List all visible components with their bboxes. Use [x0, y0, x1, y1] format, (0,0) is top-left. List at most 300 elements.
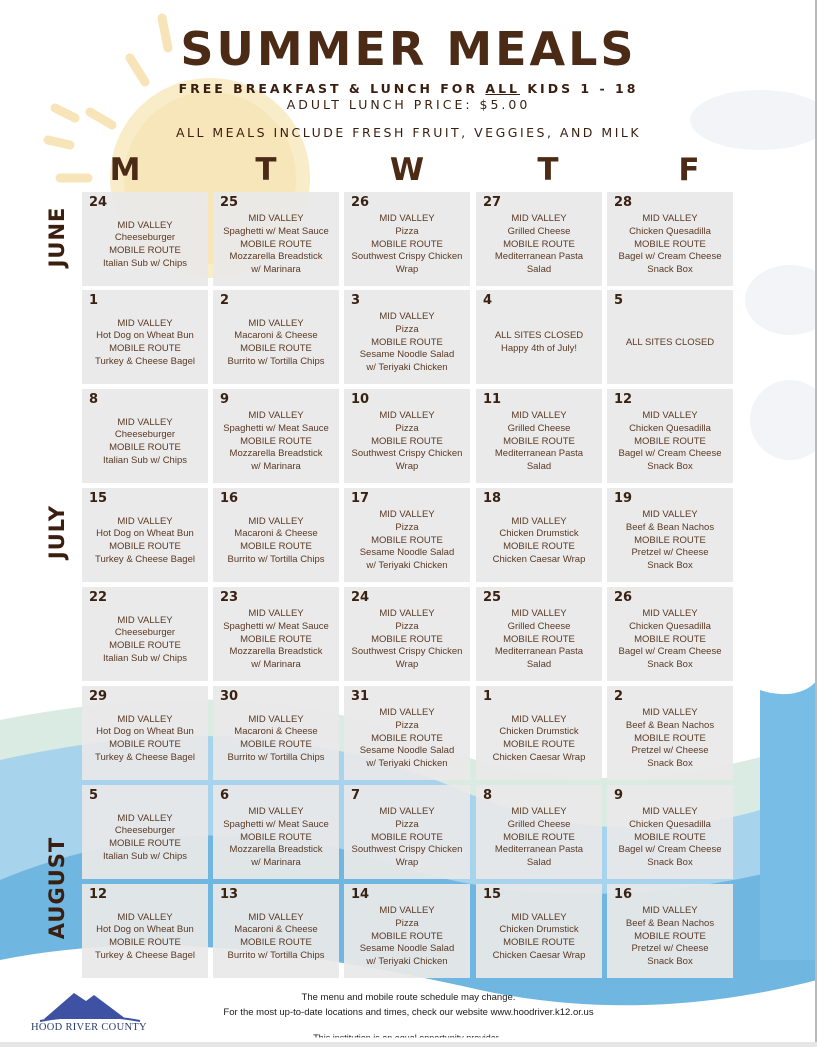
day-menu	[344, 290, 470, 384]
menu-line: Wrap	[395, 461, 419, 473]
day-cell	[213, 192, 339, 286]
menu-line: Bagel w/ Cream Cheese	[618, 251, 722, 263]
day-number: 24	[89, 195, 108, 210]
day-menu	[344, 884, 470, 978]
menu-line: MOBILE ROUTE	[503, 633, 575, 645]
day-menu	[82, 686, 208, 780]
menu-line: MID VALLEY	[248, 806, 304, 818]
day-number: 12	[89, 887, 108, 902]
meals-include-note: ALL MEALS INCLUDE FRESH FRUIT, VEGGIES, AND MILK	[175, 125, 642, 140]
menu-line: MOBILE ROUTE	[503, 238, 575, 250]
day-number: 12	[614, 392, 633, 407]
day-number: 25	[220, 195, 239, 210]
day-menu	[344, 389, 470, 483]
menu-line: Salad	[526, 264, 552, 276]
menu-line: Salad	[526, 659, 552, 671]
menu-line: MOBILE ROUTE	[240, 435, 312, 447]
day-menu	[213, 488, 339, 582]
menu-line: Pizza	[395, 225, 419, 237]
day-number: 8	[483, 788, 493, 803]
day-cell	[476, 884, 602, 978]
day-number: 14	[351, 887, 370, 902]
menu-line: MID VALLEY	[642, 213, 698, 225]
website-note[interactable]: For the most up-to-date locations and times, check our website www.hoodriver.k12.or.us	[223, 1007, 594, 1018]
menu-line: Spaghetti w/ Meat Sauce	[223, 818, 329, 830]
menu-line: Beef & Bean Nachos	[625, 917, 715, 929]
menu-line: MOBILE ROUTE	[109, 541, 181, 552]
menu-line: Italian Sub w/ Chips	[103, 652, 187, 664]
day-cell	[82, 192, 208, 286]
day-menu	[213, 192, 339, 286]
menu-line: MOBILE ROUTE	[109, 343, 181, 354]
menu-line: MID VALLEY	[642, 905, 698, 917]
menu-line: Macaroni & Cheese	[234, 924, 318, 936]
menu-line: Southwest Crispy Chicken	[351, 251, 463, 263]
menu-line: Italian Sub w/ Chips	[103, 257, 187, 269]
day-menu	[476, 587, 602, 681]
day-number: 18	[483, 491, 502, 506]
menu-line: MID VALLEY	[248, 317, 304, 329]
weekday-thursday: T	[537, 152, 559, 188]
day-number: 13	[220, 887, 239, 902]
menu-line: Chicken Drumstick	[499, 528, 579, 540]
day-number: 9	[220, 392, 230, 407]
menu-line: Mediterranean Pasta	[494, 448, 584, 460]
day-cell	[607, 785, 733, 879]
menu-line: MOBILE ROUTE	[634, 930, 706, 942]
menu-line: Cheeseburger	[114, 429, 176, 441]
menu-line: Chicken Quesadilla	[629, 422, 711, 434]
day-number: 11	[483, 392, 502, 407]
menu-line: MOBILE ROUTE	[240, 343, 312, 354]
day-menu	[344, 587, 470, 681]
menu-line: Mozzarella Breadstick	[229, 844, 323, 856]
menu-line: Southwest Crispy Chicken	[351, 844, 463, 856]
menu-line: Cheeseburger	[114, 825, 176, 837]
day-number: 9	[614, 788, 624, 803]
menu-line: MOBILE ROUTE	[634, 534, 706, 546]
menu-line: Burrito w/ Tortilla Chips	[227, 751, 325, 763]
day-number: 28	[614, 195, 633, 210]
menu-line: MID VALLEY	[117, 416, 173, 428]
menu-line: Happy 4th of July!	[500, 343, 578, 354]
menu-line: MID VALLEY	[379, 410, 435, 422]
menu-line: MOBILE ROUTE	[109, 937, 181, 948]
day-menu	[607, 192, 733, 286]
menu-line: Southwest Crispy Chicken	[351, 448, 463, 460]
menu-line: MOBILE ROUTE	[503, 541, 575, 552]
menu-line: MOBILE ROUTE	[634, 238, 706, 250]
menu-line: Sesame Noodle Salad	[359, 943, 455, 955]
menu-line: Hot Dog on Wheat Bun	[96, 528, 194, 540]
day-number: 17	[351, 491, 370, 506]
menu-line: w/ Teriyaki Chicken	[366, 758, 448, 770]
day-cell	[344, 290, 470, 384]
menu-line: Bagel w/ Cream Cheese	[618, 844, 722, 856]
day-menu	[213, 587, 339, 681]
day-cell	[344, 587, 470, 681]
day-cell	[82, 488, 208, 582]
menu-line: MOBILE ROUTE	[109, 838, 181, 849]
menu-line: MOBILE ROUTE	[634, 633, 706, 645]
month-label-july: JULY	[45, 504, 69, 560]
day-menu	[476, 389, 602, 483]
menu-line: Beef & Bean Nachos	[625, 521, 715, 533]
menu-line: MID VALLEY	[642, 707, 698, 719]
day-cell	[476, 488, 602, 582]
weekday-friday: F	[678, 152, 700, 188]
day-menu	[213, 389, 339, 483]
menu-line: MID VALLEY	[642, 509, 698, 521]
menu-line: MID VALLEY	[642, 608, 698, 620]
menu-line: MOBILE ROUTE	[371, 930, 443, 942]
day-menu	[213, 686, 339, 780]
menu-line: MID VALLEY	[379, 311, 435, 323]
menu-line: Mediterranean Pasta	[494, 251, 584, 263]
menu-line: MOBILE ROUTE	[371, 633, 443, 645]
day-number: 25	[483, 590, 502, 605]
day-number: 16	[220, 491, 239, 506]
day-number: 2	[614, 689, 624, 704]
menu-line: Pizza	[395, 719, 419, 731]
day-number: 31	[351, 689, 370, 704]
menu-line: Pizza	[395, 521, 419, 533]
day-menu	[344, 686, 470, 780]
menu-line: Mozzarella Breadstick	[229, 448, 323, 460]
menu-line: Spaghetti w/ Meat Sauce	[223, 620, 329, 632]
day-menu	[476, 686, 602, 780]
menu-line: Macaroni & Cheese	[234, 528, 318, 540]
menu-line: Chicken Drumstick	[499, 726, 579, 738]
menu-line: Pizza	[395, 422, 419, 434]
free-meals-subtitle	[0, 81, 817, 96]
day-number: 29	[89, 689, 108, 704]
menu-line: MID VALLEY	[117, 911, 173, 923]
day-number: 23	[220, 590, 239, 605]
day-menu	[607, 389, 733, 483]
subtitle-start: FREE BREAKFAST & LUNCH FOR	[178, 81, 486, 96]
day-cell	[344, 785, 470, 879]
menu-line: Salad	[526, 461, 552, 473]
menu-line: MOBILE ROUTE	[371, 238, 443, 250]
day-menu	[476, 290, 602, 384]
day-cell	[607, 389, 733, 483]
menu-line: Pizza	[395, 917, 419, 929]
menu-line: Pizza	[395, 818, 419, 830]
menu-line: Pretzel w/ Cheese	[631, 745, 709, 757]
day-number: 2	[220, 293, 230, 308]
menu-line: MID VALLEY	[379, 806, 435, 818]
day-menu	[607, 488, 733, 582]
menu-line: Sesame Noodle Salad	[359, 745, 455, 757]
menu-line: MID VALLEY	[117, 812, 173, 824]
day-cell	[344, 884, 470, 978]
day-menu	[82, 290, 208, 384]
bottom-bar	[0, 1042, 817, 1047]
menu-line: Sesame Noodle Salad	[359, 547, 455, 559]
menu-line: MID VALLEY	[248, 608, 304, 620]
menu-line: MID VALLEY	[117, 317, 173, 329]
day-number: 26	[351, 195, 370, 210]
day-cell	[213, 290, 339, 384]
menu-line: Macaroni & Cheese	[234, 726, 318, 738]
menu-line: Snack Box	[647, 758, 693, 770]
day-menu	[344, 192, 470, 286]
day-cell	[82, 290, 208, 384]
menu-line: MOBILE ROUTE	[503, 435, 575, 447]
day-number: 7	[351, 788, 361, 803]
day-menu	[607, 290, 733, 384]
menu-line: w/ Teriyaki Chicken	[366, 956, 448, 968]
menu-line: w/ Teriyaki Chicken	[366, 560, 448, 572]
day-menu	[213, 785, 339, 879]
day-menu	[607, 587, 733, 681]
menu-line: MOBILE ROUTE	[109, 442, 181, 453]
menu-line: Mozzarella Breadstick	[229, 646, 323, 658]
menu-line: Grilled Cheese	[507, 422, 571, 434]
menu-line: MOBILE ROUTE	[240, 541, 312, 552]
menu-line: Wrap	[395, 857, 419, 869]
menu-line: Hot Dog on Wheat Bun	[96, 726, 194, 738]
day-cell	[476, 686, 602, 780]
day-cell	[213, 389, 339, 483]
day-cell	[213, 785, 339, 879]
mountain-logo-icon	[30, 985, 150, 1047]
menu-line: Chicken Quesadilla	[629, 620, 711, 632]
menu-line: MID VALLEY	[511, 213, 567, 225]
menu-line: Wrap	[395, 264, 419, 276]
day-number: 30	[220, 689, 239, 704]
menu-line: Chicken Quesadilla	[629, 225, 711, 237]
menu-line: MOBILE ROUTE	[634, 732, 706, 744]
menu-line: MID VALLEY	[379, 213, 435, 225]
month-label-june: JUNE	[45, 206, 69, 268]
menu-line: MOBILE ROUTE	[240, 633, 312, 645]
menu-line: ALL SITES CLOSED	[494, 330, 584, 342]
day-cell	[344, 686, 470, 780]
menu-line: MID VALLEY	[511, 515, 567, 527]
menu-line: MOBILE ROUTE	[371, 732, 443, 744]
day-menu	[82, 488, 208, 582]
menu-line: Southwest Crispy Chicken	[351, 646, 463, 658]
menu-line: MID VALLEY	[248, 213, 304, 225]
day-number: 15	[483, 887, 502, 902]
day-menu	[476, 884, 602, 978]
menu-line: MID VALLEY	[248, 410, 304, 422]
menu-line: Grilled Cheese	[507, 818, 571, 830]
day-cell	[82, 785, 208, 879]
menu-line: Hot Dog on Wheat Bun	[96, 924, 194, 936]
menu-line: MOBILE ROUTE	[240, 238, 312, 250]
menu-line: w/ Marinara	[251, 659, 301, 671]
menu-line: Pretzel w/ Cheese	[631, 547, 709, 559]
menu-line: MID VALLEY	[642, 410, 698, 422]
menu-line: Spaghetti w/ Meat Sauce	[223, 225, 329, 237]
day-number: 27	[483, 195, 502, 210]
day-cell	[213, 884, 339, 978]
menu-line: Snack Box	[647, 264, 693, 276]
menu-line: Hot Dog on Wheat Bun	[96, 330, 194, 342]
weekday-header	[0, 152, 817, 192]
day-menu	[476, 785, 602, 879]
menu-line: MID VALLEY	[511, 911, 567, 923]
day-menu	[213, 290, 339, 384]
day-cell	[344, 488, 470, 582]
day-cell	[82, 389, 208, 483]
menu-line: MOBILE ROUTE	[109, 739, 181, 750]
menu-line: MID VALLEY	[248, 515, 304, 527]
day-number: 3	[351, 293, 361, 308]
menu-line: MID VALLEY	[511, 806, 567, 818]
weekday-tuesday: T	[255, 152, 277, 188]
menu-line: Chicken Caesar Wrap	[492, 553, 586, 565]
day-cell	[476, 290, 602, 384]
menu-line: Turkey & Cheese Bagel	[95, 553, 195, 565]
menu-line: MOBILE ROUTE	[240, 739, 312, 750]
menu-line: MID VALLEY	[511, 410, 567, 422]
day-cell	[607, 884, 733, 978]
day-cell	[607, 686, 733, 780]
day-number: 8	[89, 392, 99, 407]
menu-line: Macaroni & Cheese	[234, 330, 318, 342]
menu-line: MID VALLEY	[379, 608, 435, 620]
menu-line: MID VALLEY	[117, 614, 173, 626]
menu-line: Cheeseburger	[114, 232, 176, 244]
menu-line: Turkey & Cheese Bagel	[95, 355, 195, 367]
menu-line: MOBILE ROUTE	[109, 245, 181, 256]
menu-line: MOBILE ROUTE	[371, 435, 443, 447]
menu-line: MID VALLEY	[379, 707, 435, 719]
weekday-monday: M	[109, 152, 141, 188]
menu-line: Pizza	[395, 620, 419, 632]
menu-line: MID VALLEY	[379, 905, 435, 917]
menu-line: Mozzarella Breadstick	[229, 251, 323, 263]
menu-line: MOBILE ROUTE	[371, 831, 443, 843]
day-number: 5	[614, 293, 624, 308]
menu-line: Grilled Cheese	[507, 225, 571, 237]
menu-line: Chicken Caesar Wrap	[492, 949, 586, 961]
day-number: 1	[89, 293, 99, 308]
menu-line: MID VALLEY	[117, 713, 173, 725]
day-menu	[607, 686, 733, 780]
menu-line: Snack Box	[647, 956, 693, 968]
day-menu	[82, 785, 208, 879]
day-menu	[476, 488, 602, 582]
day-menu	[82, 192, 208, 286]
day-menu	[213, 884, 339, 978]
day-menu	[344, 488, 470, 582]
day-cell	[476, 389, 602, 483]
menu-line: MID VALLEY	[117, 515, 173, 527]
day-number: 22	[89, 590, 108, 605]
day-number: 24	[351, 590, 370, 605]
day-cell	[344, 389, 470, 483]
day-number: 19	[614, 491, 633, 506]
menu-line: Mediterranean Pasta	[494, 646, 584, 658]
subtitle-end: KIDS 1 - 18	[520, 81, 639, 96]
menu-line: Sesame Noodle Salad	[359, 349, 455, 361]
schedule-change-notice: The menu and mobile route schedule may change.	[301, 992, 516, 1003]
menu-line: MOBILE ROUTE	[503, 937, 575, 948]
day-menu	[82, 587, 208, 681]
menu-line: Pretzel w/ Cheese	[631, 943, 709, 955]
day-cell	[213, 686, 339, 780]
menu-line: MOBILE ROUTE	[240, 831, 312, 843]
menu-line: Spaghetti w/ Meat Sauce	[223, 422, 329, 434]
day-menu	[476, 192, 602, 286]
day-number: 5	[89, 788, 99, 803]
month-label-august: AUGUST	[45, 836, 69, 940]
menu-line: Turkey & Cheese Bagel	[95, 949, 195, 961]
menu-line: Italian Sub w/ Chips	[103, 454, 187, 466]
day-cell	[476, 192, 602, 286]
menu-line: Bagel w/ Cream Cheese	[618, 448, 722, 460]
day-cell	[476, 785, 602, 879]
day-cell	[82, 587, 208, 681]
day-menu	[82, 884, 208, 978]
menu-line: Snack Box	[647, 857, 693, 869]
day-menu	[607, 785, 733, 879]
weekday-wednesday: W	[389, 152, 425, 188]
menu-line: Italian Sub w/ Chips	[103, 850, 187, 862]
menu-line: MID VALLEY	[379, 509, 435, 521]
menu-line: Mediterranean Pasta	[494, 844, 584, 856]
menu-line: Bagel w/ Cream Cheese	[618, 646, 722, 658]
menu-line: Salad	[526, 857, 552, 869]
menu-line: MID VALLEY	[642, 806, 698, 818]
menu-line: w/ Teriyaki Chicken	[366, 362, 448, 374]
day-cell	[344, 192, 470, 286]
day-menu	[82, 389, 208, 483]
day-cell	[607, 290, 733, 384]
day-menu	[607, 884, 733, 978]
menu-line: Turkey & Cheese Bagel	[95, 751, 195, 763]
subtitle-emphasis: ALL	[485, 81, 521, 96]
menu-line: MID VALLEY	[248, 713, 304, 725]
menu-line: w/ Marinara	[251, 264, 301, 276]
menu-line: MID VALLEY	[248, 911, 304, 923]
day-cell	[213, 587, 339, 681]
menu-line: Beef & Bean Nachos	[625, 719, 715, 731]
menu-line: MOBILE ROUTE	[371, 336, 443, 348]
menu-line: MOBILE ROUTE	[503, 831, 575, 843]
menu-line: MOBILE ROUTE	[634, 831, 706, 843]
day-number: 15	[89, 491, 108, 506]
day-cell	[607, 587, 733, 681]
menu-line: ALL SITES CLOSED	[625, 336, 715, 348]
day-number: 16	[614, 887, 633, 902]
menu-line: w/ Marinara	[251, 461, 301, 473]
menu-line: Wrap	[395, 659, 419, 671]
menu-line: MID VALLEY	[117, 219, 173, 231]
day-menu	[344, 785, 470, 879]
day-number: 6	[220, 788, 230, 803]
day-cell	[607, 192, 733, 286]
menu-line: Snack Box	[647, 659, 693, 671]
day-number: 4	[483, 293, 493, 308]
day-cell	[607, 488, 733, 582]
menu-line: MOBILE ROUTE	[634, 435, 706, 447]
day-number: 10	[351, 392, 370, 407]
menu-line: MOBILE ROUTE	[503, 739, 575, 750]
menu-line: MOBILE ROUTE	[371, 534, 443, 546]
menu-line: Chicken Quesadilla	[629, 818, 711, 830]
page-title: SUMMER MEALS	[180, 22, 637, 76]
district-logo-text: HOOD RIVER COUNTY	[31, 1022, 147, 1033]
day-cell	[476, 587, 602, 681]
menu-line: Grilled Cheese	[507, 620, 571, 632]
menu-line: Burrito w/ Tortilla Chips	[227, 553, 325, 565]
